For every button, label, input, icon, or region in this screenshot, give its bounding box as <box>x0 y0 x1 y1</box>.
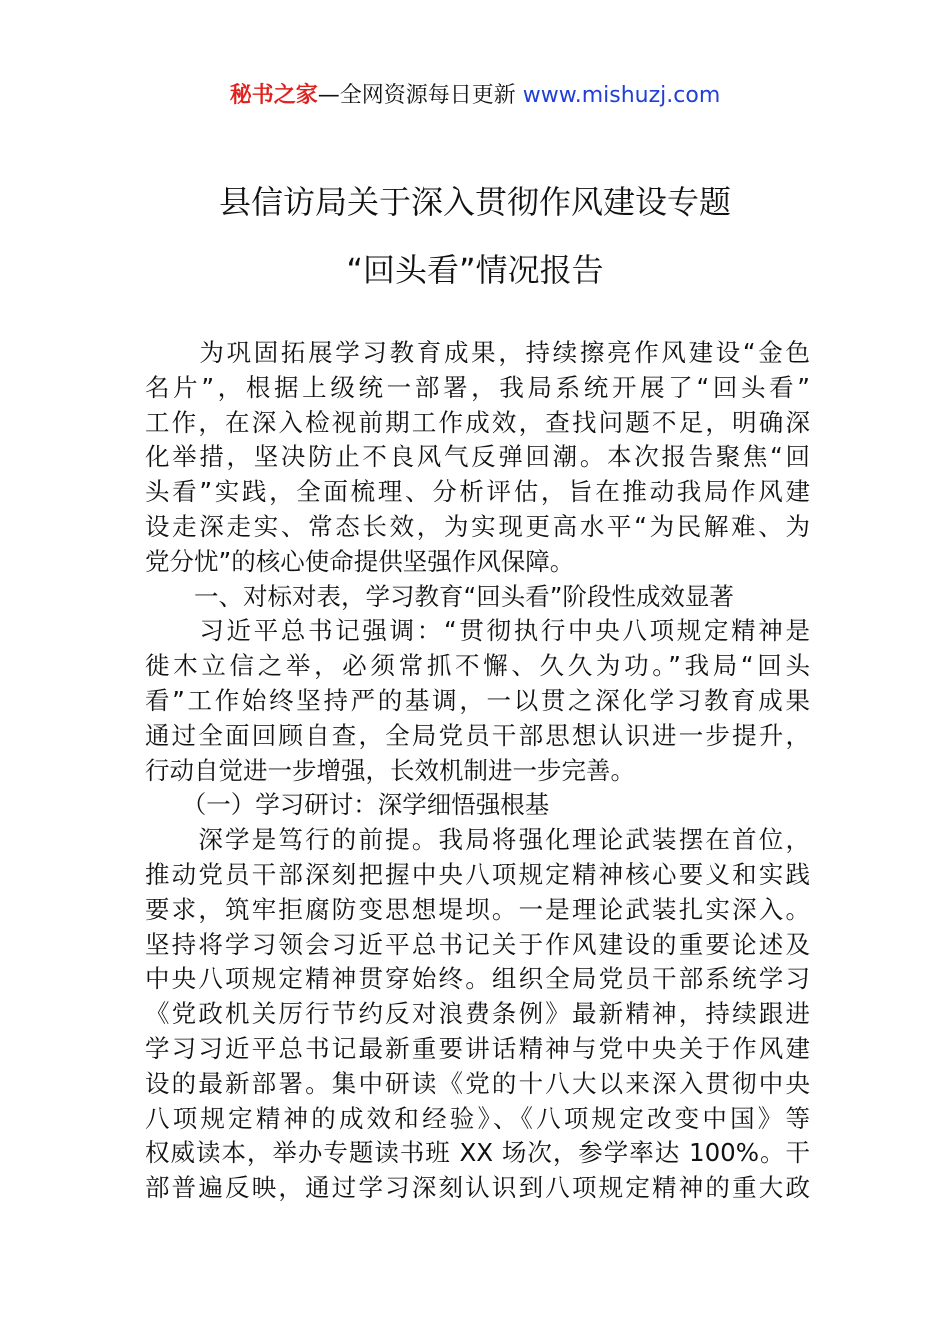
body-line: 设的最新部署。集中研读《党的十八大以来深入贯彻中央 <box>145 1068 810 1098</box>
document-title-line-1: 县信访局关于深入贯彻作风建设专题 <box>218 183 731 221</box>
body-line: 坚持将学习领会习近平总书记关于作风建设的重要论述及 <box>145 929 810 959</box>
body-line: （一）学习研讨：深学细悟强根基 <box>145 790 550 820</box>
body-line: 八项规定精神的成效和经验》、《八项规定改变中国》等 <box>145 1103 810 1133</box>
body-line: 一、对标对表，学习教育“回头看”阶段性成效显著 <box>145 581 734 611</box>
body-line: 要求，筑牢拒腐防变思想堤坝。一是理论武装扎实深入。 <box>145 894 810 924</box>
document-title-line-2: “回头看”情况报告 <box>346 251 604 289</box>
body-line: 深学是笃行的前提。我局将强化理论武装摆在首位， <box>145 825 810 855</box>
body-line: 化举措，坚决防止不良风气反弹回潮。本次报告聚焦“回 <box>145 442 810 472</box>
body-line: 为巩固拓展学习教育成果，持续擦亮作风建设“金色 <box>145 338 810 367</box>
body-line: 权威读本，举办专题读书班 XX 场次，参学率达 100%。干 <box>145 1138 810 1168</box>
body-line: 工作，在深入检视前期工作成效，查找问题不足，明确深 <box>145 407 810 437</box>
body-line: 头看”实践，全面梳理、分析评估，旨在推动我局作风建 <box>145 477 810 507</box>
document-body <box>145 336 810 1206</box>
body-line: 部普遍反映，通过学习深刻认识到八项规定精神的重大政 <box>145 1173 810 1203</box>
site-tagline: —全网资源每日更新 <box>317 83 523 108</box>
body-line: 党分忧”的核心使命提供坚强作风保障。 <box>145 546 575 576</box>
body-line: 推动党员干部深刻把握中央八项规定精神核心要义和实践 <box>145 859 810 889</box>
body-line: 通过全面回顾自查，全局党员干部思想认识进一步提升， <box>145 720 810 750</box>
body-line: 中央八项规定精神贯穿始终。组织全局党员干部系统学习 <box>145 964 810 994</box>
body-line: 设走深走实、常态长效，为实现更高水平“为民解难、为 <box>145 511 810 541</box>
site-url-link[interactable]: www.mishuzj.com <box>522 83 721 108</box>
body-line: 《党政机关厉行节约反对浪费条例》最新精神，持续跟进 <box>145 999 810 1029</box>
body-line: 行动自觉进一步增强，长效机制进一步完善。 <box>145 755 635 785</box>
site-brand: 秘书之家 <box>229 83 318 108</box>
body-line: 名片”，根据上级统一部署，我局系统开展了“回头看” <box>145 372 810 402</box>
site-header <box>0 80 950 112</box>
body-line: 看”工作始终坚持严的基调，一以贯之深化学习教育成果 <box>145 685 810 715</box>
body-line: 学习习近平总书记最新重要讲话精神与党中央关于作风建 <box>145 1033 810 1063</box>
body-line: 习近平总书记强调：“贯彻执行中央八项规定精神是 <box>145 616 810 646</box>
body-line: 徙木立信之举，必须常抓不懈、久久为功。”我局“回头 <box>145 651 810 681</box>
